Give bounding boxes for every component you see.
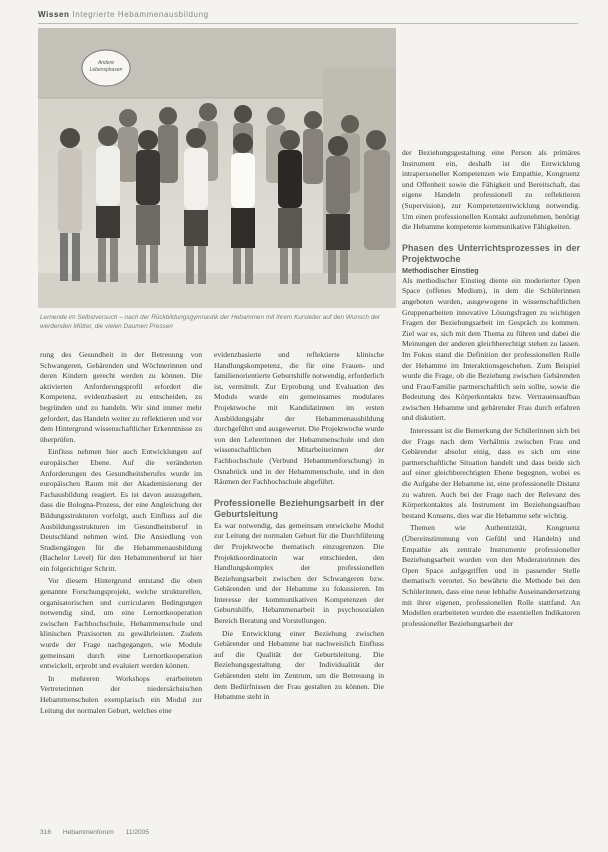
page-header (38, 10, 578, 24)
paragraph: Vor diesem Hintergrund entstand die oben genannte Forschungsprojekt, welche strukturellen, organisatorischen und curricularen Bedingungen notwendig sind, um eine Lernortkooperation zwischen Fachhochschule, Hebammenschule und klinischen Praxisorten zu gewährleisten. Zudem wurde der Frage nachgegangen, wie Module gemeinsam durch eine Lernortkooperation entwickelt, erprobt und evaluiert werden können. (40, 576, 202, 671)
column-middle (214, 350, 384, 705)
paragraph: der Beziehungsgestaltung eine Person als primäres Instrument ein, deshalb ist die Entwicklung intrapersoneller Kompetenzen wie Empathie, Kongruenz und Offenheit sowie die Fähigkeit und Bereitschaft, das eigene Handeln professionell zu reflektieren (Supervision), zur Kompetenzentwicklung notwendig. Um einen professionellen Kontakt aufzunehmen, benötigt die Hebamme kompetente kommunikative Fähigkeiten. (402, 148, 580, 232)
page-number: 316 (40, 829, 52, 836)
group-photo (38, 28, 396, 308)
paragraph: Die Entwicklung einer Beziehung zwischen Gebärender und Hebamme hat nachweislich Einfluss auf die Qualität der Geburtsleitung. Die Beziehungsgestaltung der Individualität der Gebärenden steht im Zentrum, um die Betreuung in dem Bedürfnissen der Frau gestalten zu können. Die Hebamme steht in (214, 628, 384, 702)
subsection-heading: Methodischer Einstieg (402, 265, 479, 275)
paragraph: Es war notwendig, das gemeinsam entwickelte Modul zur Leitung der normalen Geburt für die Durchführung der Projektwoche thematisch einzugrenzen. Die Projektkoordinatorin war entschieden, den Handlungskomplex der professionellen Beziehungsarbeit zwischen der Schwangeren bzw. Gebärenden und der Hebamme zu fokussieren. Im Interesse der kommunikativen Kompetenzen der Geburtshilfe, Hebammenarbeit in psychosozialen Bereich Beratung und Vorstellungen. (214, 520, 384, 626)
page-footer (40, 829, 159, 836)
paragraph: rung des Gesundheit in der Betreuung von Schwangeren, Gebärenden und Wöchnerinnen und deren Kindern gerecht werden zu können. Die aktivierten Anforderungsprofil erfordert die Kompetenz, evidenzbasiert zu entscheiden, zu begründen und zu handeln. Wir sind immer mehr gefordert, das Handeln weiter zu reflektieren und vor dem Hintergrund wissenschaftlicher Erkenntnisse zu überprüfen. (40, 350, 202, 444)
column-left (40, 350, 202, 718)
paragraph: Interessant ist die Bemerkung der Schülerinnen sich bei der Frage nach dem Verhältnis zwischen Frau und Gebärender absolut einig, dass es sich um eine partnerschaftliche Situation handelt und dass beide sich auf einer gleichberechtigten Ebene begegnen, wobei es die Aufgabe der Hebamme ist, eine professionelle Distanz zu wahren. Auch bei der Frage nach der Relevanz des Körperkontaktes als Instrument im Beziehungsaufbau bestand Konsens, dies war die Hebamme sehr wichtig. (402, 426, 580, 520)
photo-caption: Lernende im Selbstversuch – nach der Rückbildungsgymnastik der Hebammen mit ihrem Kursleiter auf den Wunsch der werdenden Mütter, die vielen Daumen Pressen (40, 314, 380, 330)
svg-text:Andere: Andere (97, 60, 115, 66)
journal-name: Hebammenforum (62, 829, 114, 836)
section-label: Wissen (38, 10, 70, 19)
paragraph: Als methodischer Einstieg diente ein moderierter Open Space (offenes Medium), in dem die Schülerinnen angeboten wurden, ausgewogene in wissenschaftlichen Gruppenarbeiten innovative Lösungsfragen zu wichtigen Fragen der Beziehungsarbeit im Gespräch zu kommen. Ziel war es, sich mit dem Thema zu führen und dabei die Meinungen der anderen gleichberechtigt stehen zu lassen. Im Fokus stand die Definition der professionellen Rolle der Hebamme im Interaktionsgeschehen. Zum Beispiel wurde die Frage, ob die Beziehung zwischen Gebärenden und Frau/Familie partnerschaftlich sein sollte, sowie die Bedeutung des Körperkontakts bzw. Vertrauensaufbau zwischen Hebamme und gebärender Frau durch erfahren und diskutiert. (402, 275, 580, 423)
photo-illustration (38, 28, 396, 308)
paragraph: In mehreren Workshops erarbeiteten Vertreterinnen der niedersächsischen Hebammenschulen exemplarisch ein Modul zur Leitung der normalen Geburt, welches eine (40, 673, 202, 715)
svg-text:Lebensphasen: Lebensphasen (89, 67, 123, 73)
paragraph: Einfluss nehmen hier auch Entwicklungen auf europäischer Ebene. Auf die veränderten Anforderungen des Gesundheitsberufes wurde im europäischen Raum mit der Akademisierung der Fachausbildung reagiert. Es ist davon auszugehen, dass die Bologna-Prozess, der eine Angleichung der Bildungsstrukturen vorfolgt, auch Einfluss auf die Ausbildungsstrukturen im Gesundheitsberuf in Deutschland nehmen wird. Die Ansiedlung von Studiengängen für die Hebammenausbildung (Bachelor Level) für den Hebammenberuf ist hier ein folgerichtiger Schritt. (40, 447, 202, 573)
paragraph: Themen wie Authentizität, Kongruenz (Übereinstimmung von Gefühl und Handeln) und Empathie als zentrale Instrumente professioneller Beziehungsarbeit wurden von den Moderatorinnen des Open Space aufgegriffen und in passender Stelle thematisch verortet. So bewährte die Methode bei den Schülerinnen, dass eine neue lebhafte Auseinandersetzung mit ihrer eigenen, professionellen Rolle stattfand. An Modellen erarbeiteten wurden die essentiellen Indikatoren professioneller Beziehungsarbeit der (402, 523, 580, 628)
section-heading: Professionelle Beziehungsarbeit in der Geburtsleitung (214, 497, 384, 519)
section-subtitle: Integrierte Hebammenausbildung (72, 10, 209, 19)
section-heading: Phasen des Unterrichtsprozesses in der Projektwoche (402, 242, 580, 264)
issue-label: 11/2005 (125, 829, 149, 836)
paragraph: evidenzbasierte und reflektierte klinische Handlungskompetenz, die für eine Frauen- und familienorientierte Geburtshilfe notwendig, erforderlich ist, vermittelt. Zur Erprobung und Evaluation des Moduls wurde ein gemeinsames modulares Projektwoche mit Kandidatinnen im ersten Ausbildungsjahr der Hebammenausbildung durchgeführt und ausgewertet. Die Projektwoche wurde von den Lehrerinnen der Hebammenschule und den wissenschaftlichen Mitarbeiterinnen der Fachhochschule (Verbund Hebammenforschung) in Osnabrück und in der Hebammenschule, und in den Räumen der Fachhochschule abgeführt. (214, 350, 384, 487)
header-rule (38, 23, 578, 24)
column-right (402, 148, 580, 631)
